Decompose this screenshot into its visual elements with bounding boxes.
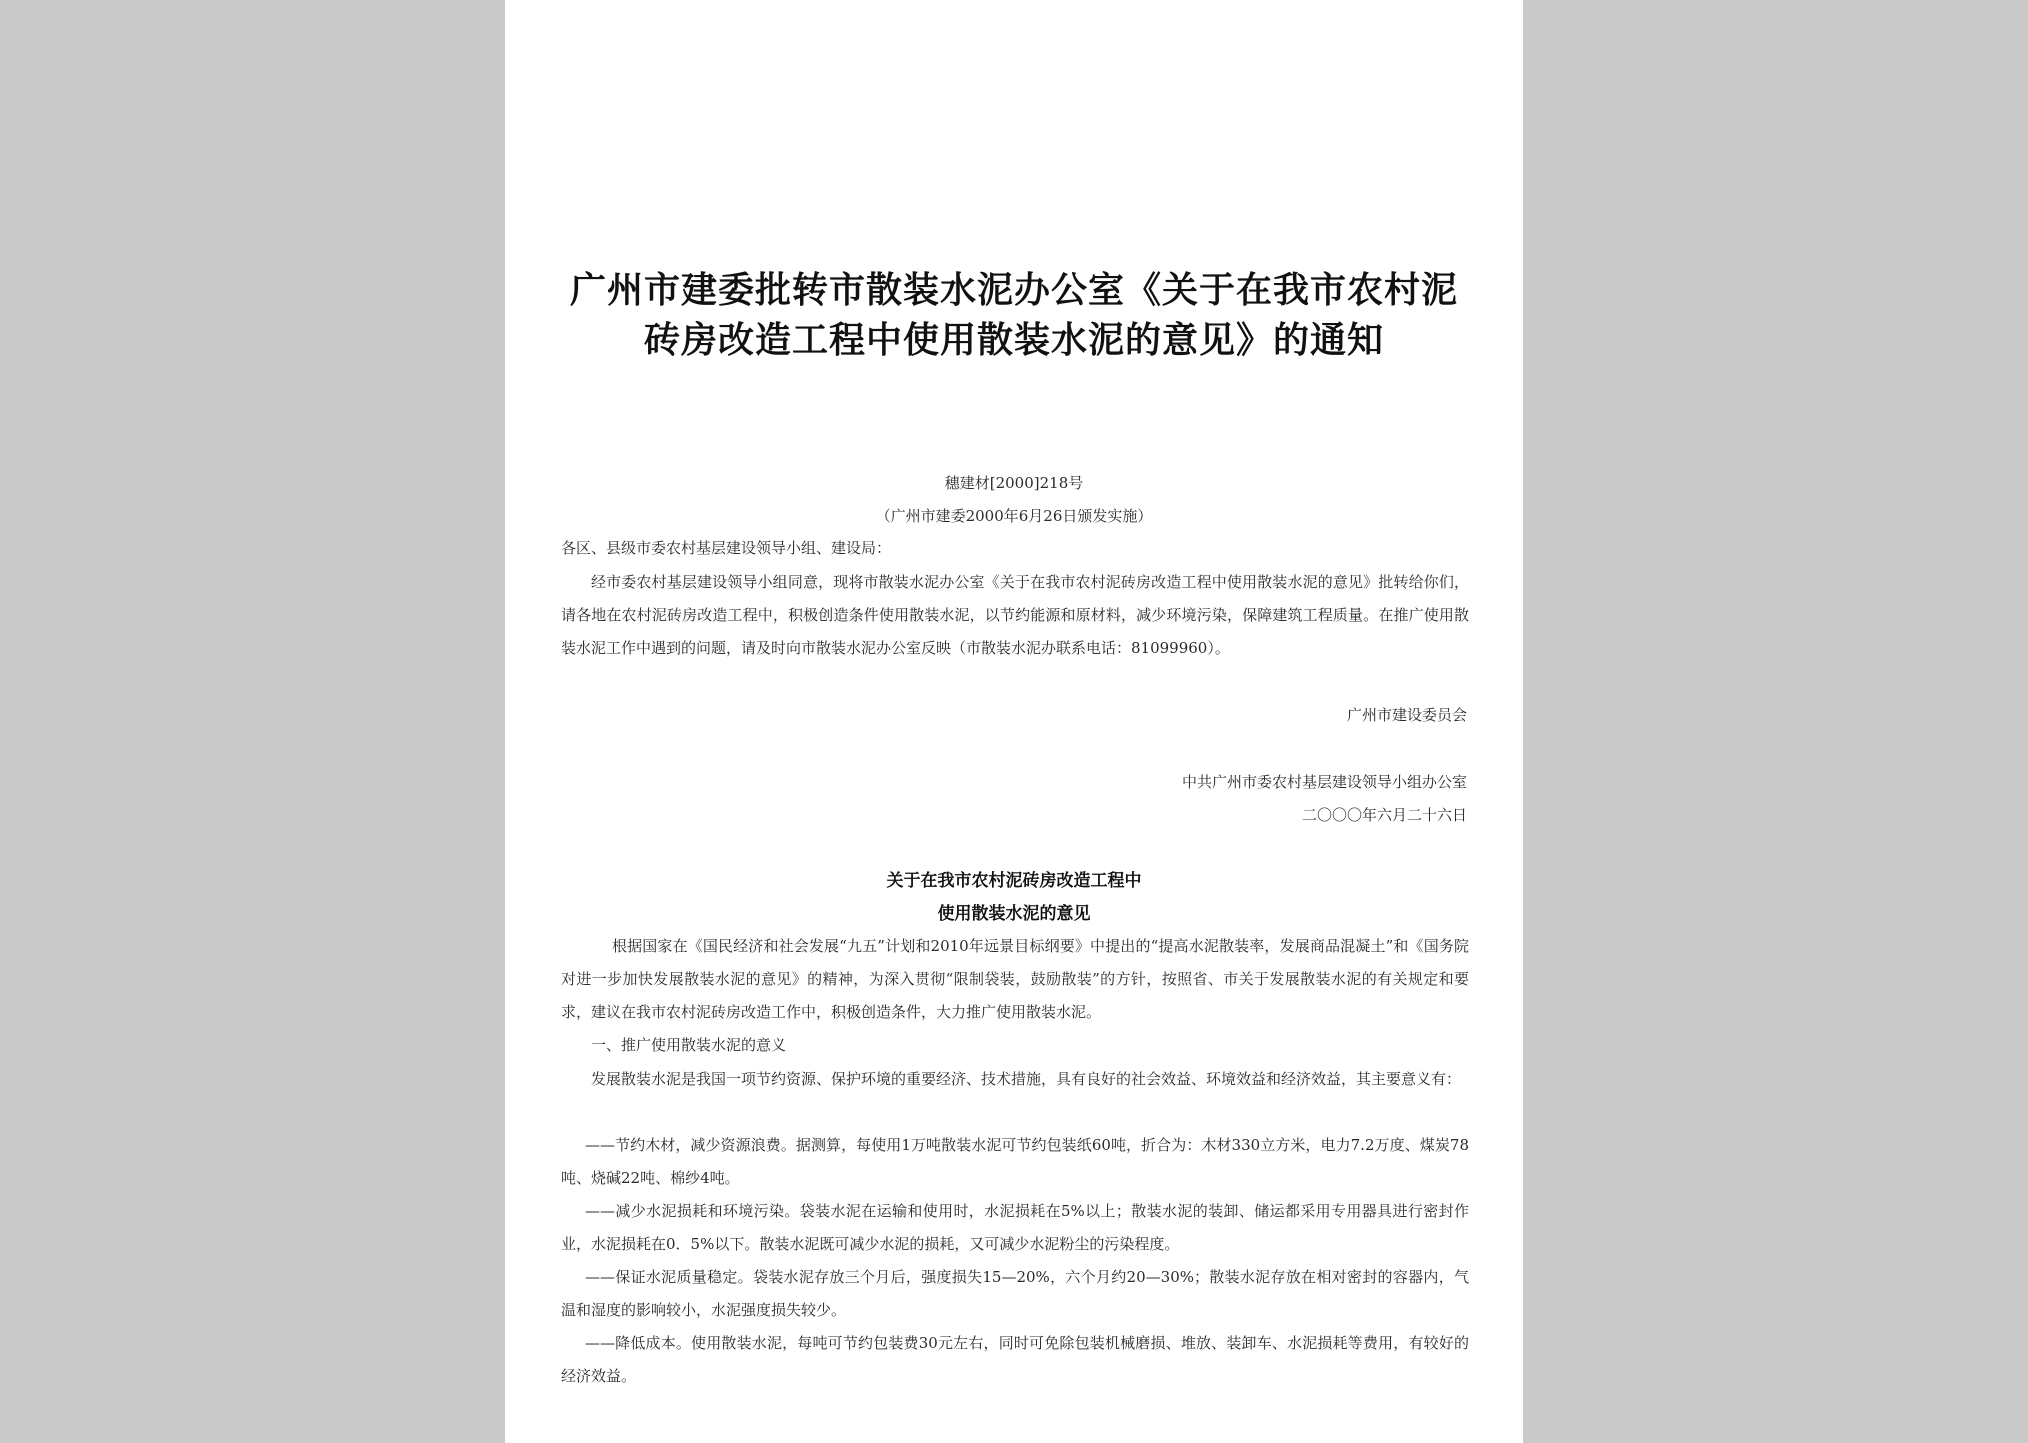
document-number: 穗建材[2000]218号 xyxy=(944,474,1084,492)
bullet-reduce-loss: ——减少水泥损耗和环境污染。袋装水泥在运输和使用时，水泥损耗在5%以上；散装水泥的装卸、储运都采用专用器具进行密封作业，水泥损耗在0．5%以下。散装水泥既可减少水泥的损耗，又可减少水泥粉尘的污染程度。 xyxy=(561,1202,1469,1253)
salutation: 各区、县级市委农村基层建设领导小组、建设局： xyxy=(561,539,892,557)
opinion-title-line-2: 使用散装水泥的意见 xyxy=(937,904,1091,924)
document-title-line-2: 砖房改造工程中使用散装水泥的意见》的通知 xyxy=(643,320,1384,361)
document-date: 二〇〇〇年六月二十六日 xyxy=(1301,806,1467,824)
document-page xyxy=(505,0,1523,1443)
document-title-line-1: 广州市建委批转市散装水泥办公室《关于在我市农村泥 xyxy=(569,270,1458,311)
section-1-heading: 一、推广使用散装水泥的意义 xyxy=(591,1036,787,1054)
signer-construction-committee: 广州市建设委员会 xyxy=(1346,706,1467,724)
issue-note: （广州市建委2000年6月26日颁发实施） xyxy=(875,507,1153,525)
significance-paragraph: 发展散装水泥是我国一项节约资源、保护环境的重要经济、技术措施，具有良好的社会效益、环境效益和经济效益，其主要意义有： xyxy=(591,1070,1462,1088)
opinion-title-line-1: 关于在我市农村泥砖房改造工程中 xyxy=(886,871,1142,891)
bullet-quality: ——保证水泥质量稳定。袋装水泥存放三个月后，强度损失15—20%，六个月约20—30%；散装水泥存放在相对密封的容器内，气温和湿度的影响较小，水泥强度损失较少。 xyxy=(561,1268,1469,1319)
bullet-cost: ——降低成本。使用散装水泥，每吨可节约包装费30元左右，同时可免除包装机械磨损、堆放、装卸车、水泥损耗等费用，有较好的经济效益。 xyxy=(561,1334,1469,1385)
intro-paragraph: 根据国家在《国民经济和社会发展“九五”计划和2010年远景目标纲要》中提出的“提高水泥散装率，发展商品混凝土”和《国务院对进一步加快发展散装水泥的意见》的精神，为深入贯彻“限制袋装，鼓励散装”的方针，按照省、市关于发展散装水泥的有关规定和要求，建议在我市农村泥砖房改造工作中，积极创造条件，大力推广使用散装水泥。 xyxy=(561,937,1469,1021)
signer-party-office: 中共广州市委农村基层建设领导小组办公室 xyxy=(1181,773,1467,791)
notice-paragraph: 经市委农村基层建设领导小组同意，现将市散装水泥办公室《关于在我市农村泥砖房改造工程中使用散装水泥的意见》批转给你们，请各地在农村泥砖房改造工程中，积极创造条件使用散装水泥，以节约能源和原材料，减少环境污染，保障建筑工程质量。在推广使用散装水泥工作中遇到的问题，请及时向市散装水泥办公室反映（市散装水泥办联系电话：81099960）。 xyxy=(561,573,1469,657)
bullet-save-wood: ——节约木材，减少资源浪费。据测算，每使用1万吨散装水泥可节约包装纸60吨，折合为：木材330立方米，电力7.2万度、煤炭78吨、烧碱22吨、棉纱4吨。 xyxy=(561,1136,1469,1187)
